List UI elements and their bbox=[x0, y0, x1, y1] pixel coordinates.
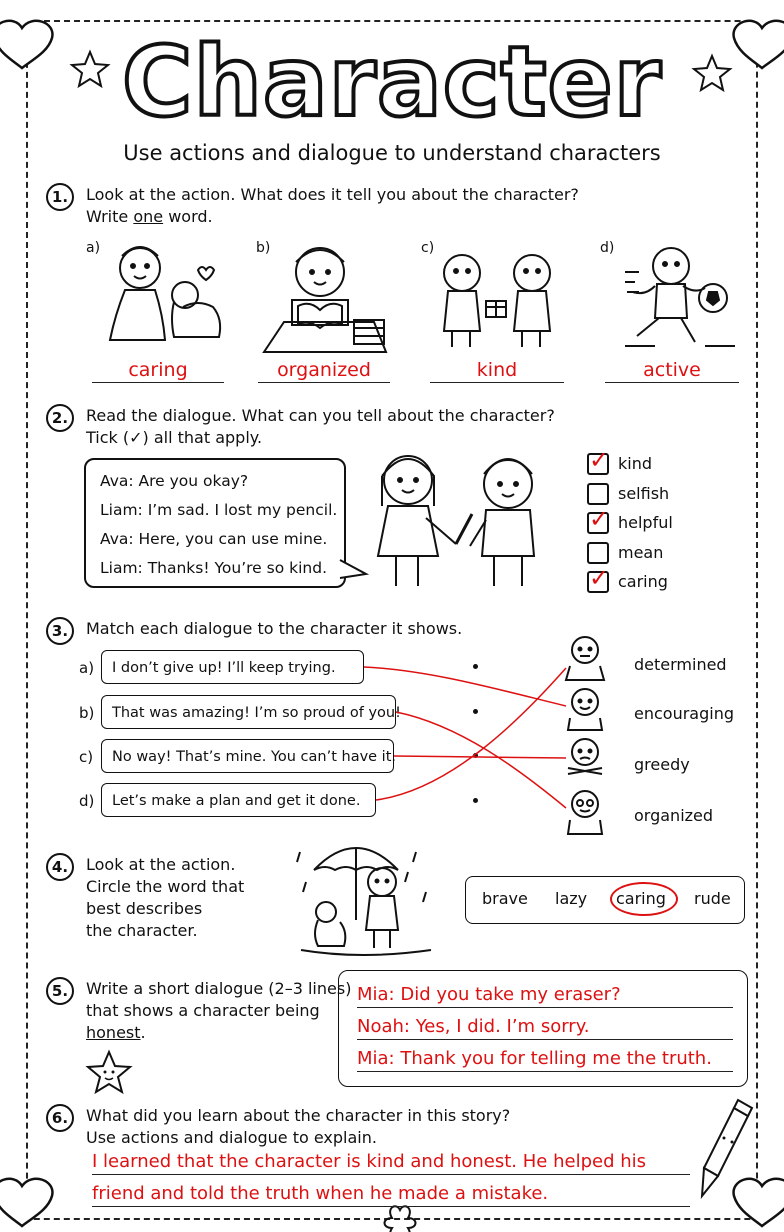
q5-answer-box bbox=[338, 970, 748, 1087]
word-choice[interactable]: caring bbox=[616, 889, 666, 908]
checkbox-label: mean bbox=[618, 543, 664, 562]
page-subtitle: Use actions and dialogue to understand characters bbox=[123, 141, 661, 165]
checkmark-icon: ✓ bbox=[589, 505, 610, 533]
q1-item-label-b: b) bbox=[256, 240, 271, 256]
q1-answer-a: caring bbox=[92, 358, 224, 383]
question-number-4: 4. bbox=[46, 853, 74, 881]
greedy-face-icon bbox=[568, 739, 602, 774]
q1-item-label-d: d) bbox=[600, 240, 615, 256]
trait-word: encouraging bbox=[634, 704, 734, 723]
q5-answer-line[interactable]: Mia: Thank you for telling me the truth. bbox=[357, 1047, 733, 1072]
checkmark-icon: ✓ bbox=[589, 564, 610, 592]
checkmark-icon: ✓ bbox=[589, 446, 610, 474]
answer-circle bbox=[610, 882, 678, 916]
pencil-icon bbox=[700, 1104, 760, 1204]
match-label-d: d) bbox=[79, 792, 95, 810]
q5-prompt-underlined: honest bbox=[86, 1023, 141, 1042]
question-number-3: 3. bbox=[46, 617, 74, 645]
q2-prompt-line2: Tick (✓) all that apply. bbox=[86, 428, 263, 447]
q1-answer-d: active bbox=[605, 358, 739, 383]
checkbox-label: helpful bbox=[618, 513, 673, 532]
q1-prompt-underlined: one bbox=[133, 207, 164, 226]
q6-answer-line[interactable]: I learned that the character is kind and honest. He helped his bbox=[92, 1150, 690, 1175]
smiling-star-icon bbox=[86, 1050, 132, 1094]
question-number-2: 2. bbox=[46, 404, 74, 432]
q4-prompt-line: Circle the word that bbox=[86, 877, 245, 896]
q4-prompt bbox=[86, 854, 244, 942]
determined-face-icon bbox=[566, 637, 604, 680]
match-dialogue-box-b[interactable]: That was amazing! I’m so proud of you! bbox=[101, 695, 396, 729]
q4-prompt-line: Look at the action. bbox=[86, 855, 236, 874]
q1-item-label-a: a) bbox=[86, 240, 101, 256]
q2-prompt-line1: Read the dialogue. What can you tell about the character? bbox=[86, 406, 555, 425]
match-label-a: a) bbox=[79, 659, 95, 677]
dialogue-line: Liam: Thanks! You’re so kind. bbox=[100, 559, 327, 577]
q5-prompt bbox=[86, 978, 351, 1044]
q6-prompt bbox=[86, 1105, 510, 1149]
page-title: Character bbox=[122, 26, 662, 138]
trait-faces-illustration bbox=[560, 632, 610, 842]
match-line-d bbox=[376, 668, 566, 800]
match-label-c: c) bbox=[79, 748, 94, 766]
checkbox-label: selfish bbox=[618, 484, 670, 503]
q4-prompt-line: best describes bbox=[86, 899, 203, 918]
checkbox-label: kind bbox=[618, 454, 653, 473]
q1-item-label-c: c) bbox=[421, 240, 435, 256]
dialogue-line: Ava: Here, you can use mine. bbox=[100, 530, 328, 548]
q5-prompt-line1: Write a short dialogue (2–3 lines) bbox=[86, 979, 352, 998]
word-choice[interactable]: lazy bbox=[555, 889, 588, 908]
trait-word: organized bbox=[634, 806, 714, 825]
q6-prompt-line2: Use actions and dialogue to explain. bbox=[86, 1128, 377, 1147]
checkbox-label: caring bbox=[618, 572, 668, 591]
word-choice[interactable]: brave bbox=[482, 889, 528, 908]
match-line-b bbox=[396, 712, 566, 808]
match-dialogue-box-d[interactable]: Let’s make a plan and get it done. bbox=[101, 783, 376, 817]
match-dialogue-box-c[interactable]: No way! That’s mine. You can’t have it. bbox=[101, 739, 394, 773]
q5-prompt-post: . bbox=[140, 1023, 146, 1042]
q1-prompt-post: word. bbox=[163, 207, 213, 226]
q6-answer-line[interactable]: friend and told the truth when he made a mistake. bbox=[92, 1182, 690, 1207]
q1-prompt-line1: Look at the action. What does it tell you about the character? bbox=[86, 185, 579, 204]
q3-prompt: Match each dialogue to the character it shows. bbox=[86, 619, 463, 638]
q1-answer-c: kind bbox=[430, 358, 564, 383]
q4-word-choices bbox=[465, 876, 745, 924]
q1-answer-b: organized bbox=[258, 358, 390, 383]
match-label-b: b) bbox=[79, 704, 95, 722]
match-dialogue-box-a[interactable]: I don’t give up! I’ll keep trying. bbox=[101, 650, 364, 684]
dialogue-line: Ava: Are you okay? bbox=[100, 472, 249, 490]
q4-prompt-line: the character. bbox=[86, 921, 198, 940]
organized-face-icon bbox=[568, 791, 602, 834]
question-number-5: 5. bbox=[46, 977, 74, 1005]
q1-prompt-pre: Write bbox=[86, 207, 134, 226]
question-number-1: 1. bbox=[46, 183, 74, 211]
q5-answer-line[interactable]: Mia: Did you take my eraser? bbox=[357, 983, 733, 1008]
q5-prompt-line2: that shows a character being bbox=[86, 1001, 320, 1020]
q6-prompt-line1: What did you learn about the character in this story? bbox=[86, 1106, 511, 1125]
trait-word: determined bbox=[634, 655, 727, 674]
dialogue-line: Liam: I’m sad. I lost my pencil. bbox=[100, 501, 338, 519]
q5-answer-line[interactable]: Noah: Yes, I did. I’m sorry. bbox=[357, 1015, 733, 1040]
trait-word: greedy bbox=[634, 755, 690, 774]
question-number-6: 6. bbox=[46, 1104, 74, 1132]
match-line-c bbox=[394, 756, 566, 758]
girl-with-umbrella-and-dog-illustration bbox=[296, 832, 436, 956]
word-choice[interactable]: rude bbox=[694, 889, 731, 908]
encouraging-face-icon bbox=[568, 689, 602, 730]
